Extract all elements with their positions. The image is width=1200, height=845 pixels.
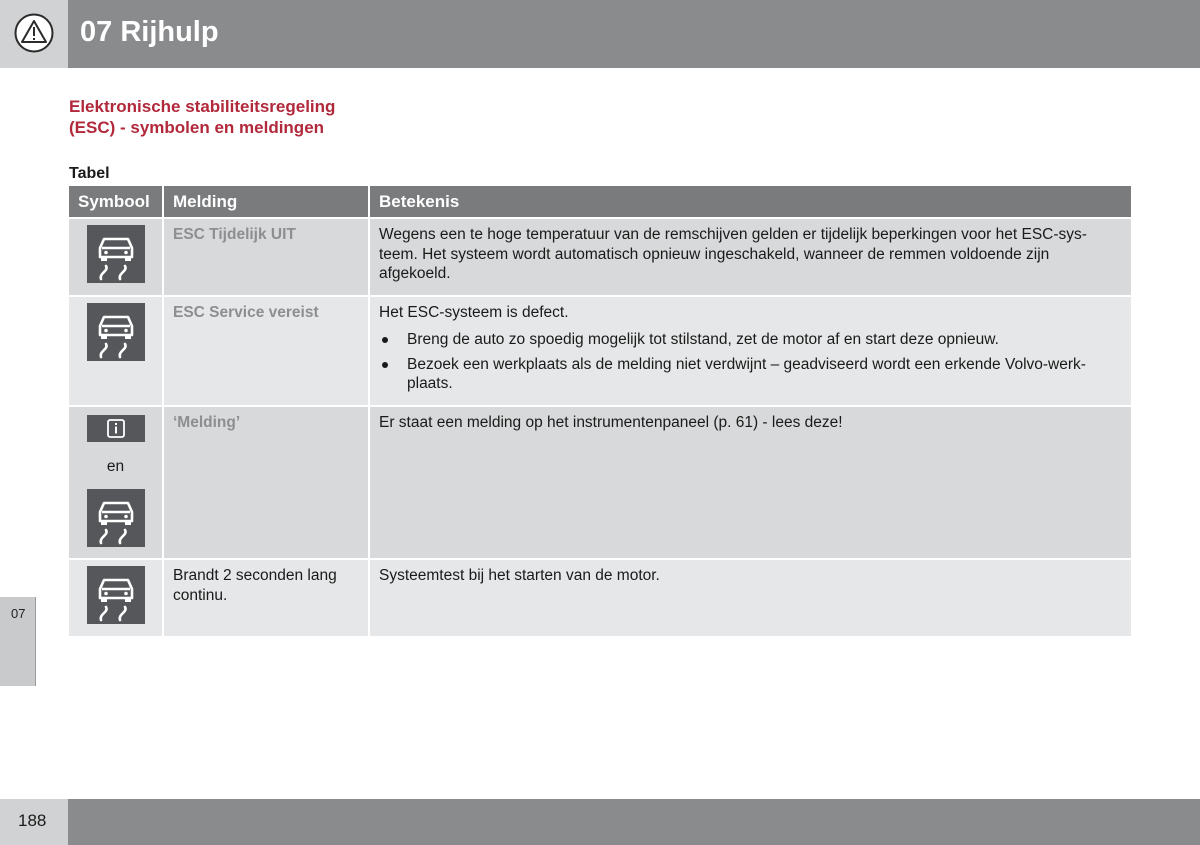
symbol-cell: [69, 296, 163, 406]
chapter-title: 07 Rijhulp: [80, 16, 219, 48]
table-row: [69, 218, 1131, 296]
bullet-icon: [382, 337, 388, 343]
bullet-icon: [382, 362, 388, 368]
meaning-cell: [369, 218, 1131, 296]
list-item: [379, 330, 1122, 350]
symbol-cell: [69, 218, 163, 296]
message-line: Brandt 2 seconden lang: [173, 567, 337, 584]
esc-skidding-car-icon: [87, 225, 145, 283]
section-title: [69, 96, 335, 138]
column-header-symbool: Symbool: [69, 186, 163, 218]
warning-triangle-icon: [14, 13, 54, 53]
table-row: [69, 559, 1131, 636]
message-cell: [163, 218, 369, 296]
table-caption: Tabel: [69, 165, 110, 182]
chapter-side-tab: [0, 597, 36, 686]
table-row: [69, 296, 1131, 406]
symbol-separator: en: [106, 458, 125, 475]
table-header-row: [69, 186, 1131, 218]
meaning-text: Er staat een melding op het instrumentenpaneel (p. 61) - lees deze!: [379, 413, 843, 431]
header-icon-area: [0, 0, 68, 68]
list-item-text: Breng de auto zo spoedig mogelijk tot stilstand, zet de motor af en start deze opnieuw.: [407, 331, 999, 348]
section-title-line2: (ESC) - symbolen en meldingen: [69, 118, 325, 137]
message-cell: [163, 406, 369, 560]
list-item-text: Bezoek een werkplaats als de melding niet verdwijnt – geadviseerd wordt een erkende Volvo-werk-plaats.: [407, 355, 1086, 392]
footer-page-area: [0, 799, 68, 845]
esc-symbols-table: [69, 186, 1131, 636]
esc-skidding-car-icon: [87, 303, 145, 361]
esc-skidding-car-icon: [87, 489, 145, 547]
meaning-line: afgekoeld.: [379, 265, 451, 282]
page-number: 188: [18, 811, 47, 830]
symbol-cell: [69, 406, 163, 560]
info-message-icon: [87, 415, 145, 442]
meaning-text: Systeemtest bij het starten van de motor.: [379, 567, 660, 584]
meaning-line: Wegens een te hoge temperatuur van de remschijven gelden er tijdelijk beperkingen voor het ESC-sys-: [379, 226, 1087, 243]
meaning-cell: [369, 559, 1131, 636]
side-tab-label: 07: [11, 606, 26, 621]
bullet-list: [379, 330, 1122, 394]
message-cell: [163, 559, 369, 636]
meaning-text: Het ESC-systeem is defect.: [379, 303, 569, 321]
message-text: ‘Melding’: [173, 413, 241, 431]
message-text: ESC Tijdelijk UIT: [173, 226, 296, 243]
footer-bar: [68, 799, 1200, 845]
header-bar: [68, 0, 1200, 68]
message-line: continu.: [173, 586, 228, 604]
meaning-cell: [369, 296, 1131, 406]
symbol-cell: [69, 559, 163, 636]
section-title-line1: Elektronische stabiliteitsregeling: [69, 97, 336, 116]
meaning-line: teem. Het systeem wordt automatisch opnieuw ingeschakeld, wanneer de remmen voldoende zijn: [379, 245, 1050, 263]
esc-skidding-car-icon: [87, 566, 145, 624]
column-header-melding: Melding: [163, 186, 369, 218]
list-item: [379, 355, 1122, 394]
meaning-cell: [369, 406, 1131, 560]
message-cell: [163, 296, 369, 406]
column-header-betekenis: Betekenis: [369, 186, 1131, 218]
message-text: ESC Service vereist: [173, 303, 319, 321]
table-row: [69, 406, 1131, 560]
